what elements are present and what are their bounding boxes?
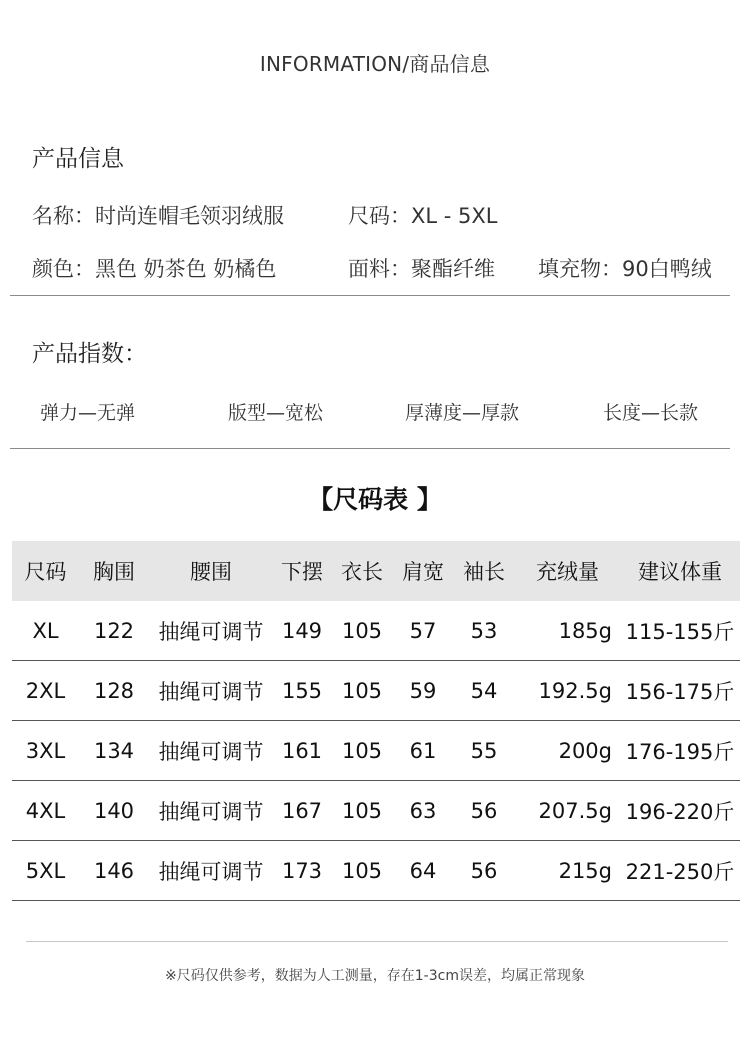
cell-shoulder: 63 — [393, 781, 453, 841]
cell-waist: 抽绳可调节 — [149, 661, 273, 721]
table-row — [12, 841, 740, 901]
cell-waist: 抽绳可调节 — [149, 601, 273, 661]
index-length: 长度—长款 — [603, 402, 699, 424]
size-table-header-row — [12, 541, 740, 601]
cell-size: 4XL — [12, 781, 79, 841]
cell-hem: 173 — [273, 841, 331, 901]
cell-sleeve: 55 — [453, 721, 515, 781]
cell-chest: 128 — [79, 661, 149, 721]
cell-shoulder: 61 — [393, 721, 453, 781]
header-chest: 胸围 — [79, 541, 149, 601]
page-header: INFORMATION/商品信息 — [259, 52, 491, 76]
divider — [10, 295, 730, 296]
header-down-fill: 充绒量 — [515, 541, 620, 601]
table-row — [12, 721, 740, 781]
cell-sleeve: 53 — [453, 601, 515, 661]
table-row — [12, 601, 740, 661]
cell-weight: 221-250斤 — [620, 841, 740, 901]
cell-chest: 140 — [79, 781, 149, 841]
cell-chest: 146 — [79, 841, 149, 901]
cell-hem: 161 — [273, 721, 331, 781]
cell-down-fill: 215g — [515, 841, 620, 901]
cell-length: 105 — [331, 661, 393, 721]
cell-down-fill: 207.5g — [515, 781, 620, 841]
cell-waist: 抽绳可调节 — [149, 721, 273, 781]
cell-down-fill: 185g — [515, 601, 620, 661]
product-info-title: 产品信息 — [32, 146, 124, 172]
cell-chest: 134 — [79, 721, 149, 781]
cell-size: 3XL — [12, 721, 79, 781]
product-name: 名称：时尚连帽毛领羽绒服 — [32, 204, 284, 228]
product-size-range: 尺码：XL - 5XL — [348, 204, 498, 228]
index-elasticity: 弹力—无弹 — [40, 402, 136, 424]
cell-weight: 176-195斤 — [620, 721, 740, 781]
header-shoulder: 肩宽 — [393, 541, 453, 601]
size-table — [12, 541, 740, 901]
header-size: 尺码 — [12, 541, 79, 601]
header-sleeve: 袖长 — [453, 541, 515, 601]
cell-chest: 122 — [79, 601, 149, 661]
header-waist: 腰围 — [149, 541, 273, 601]
product-fabric: 面料：聚酯纤维 — [348, 257, 495, 281]
cell-hem: 155 — [273, 661, 331, 721]
cell-length: 105 — [331, 601, 393, 661]
cell-shoulder: 59 — [393, 661, 453, 721]
cell-hem: 167 — [273, 781, 331, 841]
cell-weight: 115-155斤 — [620, 601, 740, 661]
cell-size: XL — [12, 601, 79, 661]
measurement-note: ※尺码仅供参考，数据为人工测量，存在1-3cm误差，均属正常现象 — [165, 968, 585, 984]
cell-shoulder: 64 — [393, 841, 453, 901]
header-length: 衣长 — [331, 541, 393, 601]
cell-weight: 196-220斤 — [620, 781, 740, 841]
cell-size: 2XL — [12, 661, 79, 721]
cell-shoulder: 57 — [393, 601, 453, 661]
size-table-title: 【尺码表 】 — [308, 485, 442, 514]
cell-sleeve: 56 — [453, 841, 515, 901]
product-filling: 填充物：90白鸭绒 — [538, 257, 712, 281]
note-divider — [26, 941, 728, 942]
header-weight: 建议体重 — [620, 541, 740, 601]
cell-length: 105 — [331, 781, 393, 841]
cell-sleeve: 54 — [453, 661, 515, 721]
index-thickness: 厚薄度—厚款 — [405, 402, 520, 424]
header-hem: 下摆 — [273, 541, 331, 601]
cell-sleeve: 56 — [453, 781, 515, 841]
cell-weight: 156-175斤 — [620, 661, 740, 721]
product-index-title: 产品指数： — [32, 341, 147, 367]
table-row — [12, 781, 740, 841]
cell-hem: 149 — [273, 601, 331, 661]
cell-size: 5XL — [12, 841, 79, 901]
cell-down-fill: 192.5g — [515, 661, 620, 721]
cell-waist: 抽绳可调节 — [149, 841, 273, 901]
index-fit: 版型—宽松 — [228, 402, 324, 424]
product-color: 颜色：黑色 奶茶色 奶橘色 — [32, 257, 277, 281]
cell-length: 105 — [331, 841, 393, 901]
cell-waist: 抽绳可调节 — [149, 781, 273, 841]
table-row — [12, 661, 740, 721]
cell-length: 105 — [331, 721, 393, 781]
cell-down-fill: 200g — [515, 721, 620, 781]
divider — [10, 448, 730, 449]
